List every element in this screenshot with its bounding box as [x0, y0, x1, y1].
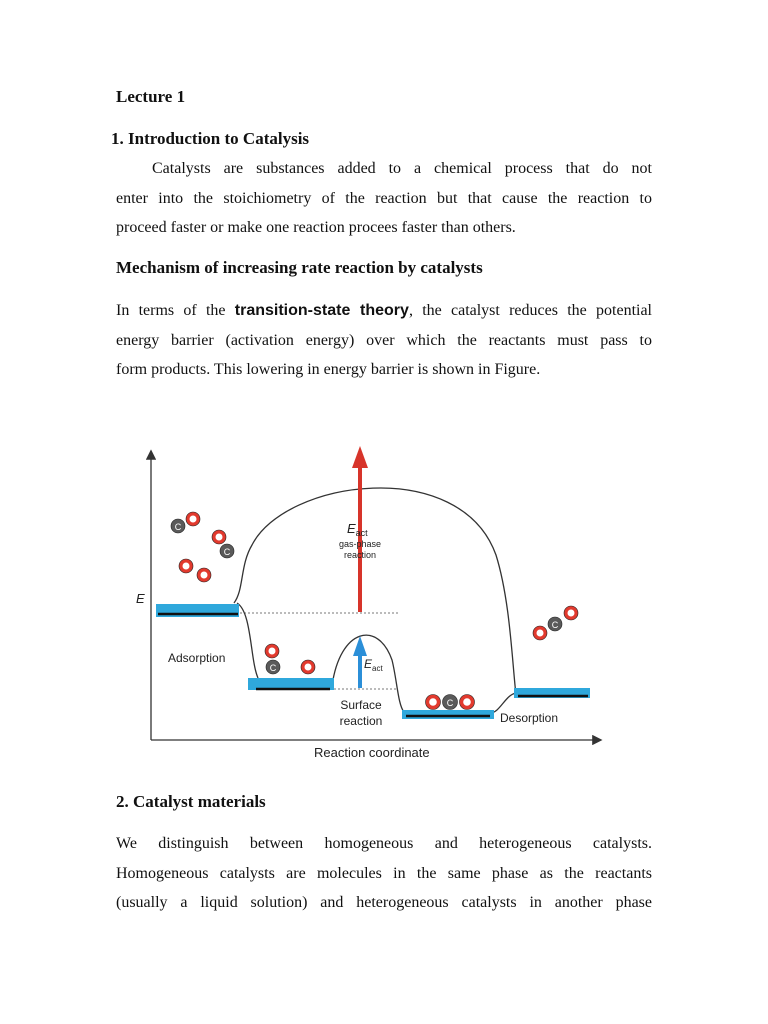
carbon-atom-label: C	[446, 698, 454, 708]
oxygen-atom-center	[216, 534, 223, 541]
carbon-atom-label: C	[223, 547, 231, 557]
gas-phase-label-line-2: reaction	[343, 550, 377, 560]
gas-phase-eact-label: $E_{act}$	[347, 521, 368, 538]
co-molecule-gas-1	[171, 512, 200, 533]
oxygen-atom-center	[190, 516, 197, 523]
oxygen-atom-center	[183, 563, 190, 570]
desorption-label: Desorption	[500, 711, 559, 725]
oxygen-atom-center	[269, 648, 276, 655]
oxygen-atom-center	[568, 610, 575, 617]
mechanism-line-1-prefix: In terms of the	[116, 302, 235, 319]
oxygen-atom-center	[463, 698, 471, 706]
o2-molecule-gas	[179, 559, 211, 582]
mechanism-line-1	[116, 296, 652, 326]
gas-phase-label-line-1: gas-phase	[338, 539, 382, 549]
mechanism-line-3: form products. This lowering in energy barrier is shown in Figure.	[116, 361, 541, 378]
materials-line-2: Homogeneous catalysts are molecules in the same phase as the reactants	[116, 864, 652, 882]
oxygen-atom-center	[305, 664, 312, 671]
materials-line-3: (usually a liquid solution) and heterogeneous catalysts in another phase	[116, 894, 652, 911]
mechanism-paragraph	[116, 296, 652, 385]
oxygen-atom-center	[429, 698, 437, 706]
energy-diagram-figure	[138, 445, 608, 765]
transition-state-theory-term: transition-state theory	[234, 302, 409, 319]
mechanism-line-2: energy barrier (activation energy) over which the reactants must pass to	[116, 331, 652, 349]
gas-phase-arrow-head	[352, 446, 368, 468]
catalyst-materials-paragraph	[116, 829, 652, 918]
mechanism-line-1-suffix: , the catalyst reduces the potential	[408, 302, 653, 319]
carbon-atom-label: C	[269, 663, 277, 673]
section-1-heading: 1. Introduction to Catalysis	[111, 129, 310, 148]
surface-eact-label: $E_{act}$	[364, 657, 383, 673]
oxygen-atom-center	[201, 572, 208, 579]
surface-reaction-label-line-1: Surface	[340, 698, 382, 712]
co-adsorbed	[265, 644, 280, 674]
carbon-atom-label: C	[551, 620, 559, 630]
lecture-title: Lecture 1	[116, 87, 186, 106]
x-axis-label: Reaction coordinate	[314, 745, 430, 760]
adsorption-label: Adsorption	[168, 651, 226, 665]
co-molecule-gas-2	[212, 530, 234, 558]
materials-line-1: We distinguish between homogeneous and heterogeneous catalysts.	[116, 835, 652, 852]
intro-line-2: enter into the stoichiometry of the reaction but that cause the reaction to	[116, 189, 652, 207]
section-2-heading: 2. Catalyst materials	[116, 792, 266, 811]
carbon-atom-label: C	[174, 522, 182, 532]
intro-paragraph	[116, 154, 652, 243]
y-axis-label: E	[136, 591, 145, 606]
product-surface	[402, 710, 494, 719]
co2-desorbed	[533, 606, 578, 640]
adsorption-curve	[237, 603, 258, 678]
co2-on-surface	[426, 695, 475, 710]
surface-reaction-label-line-2: reaction	[339, 714, 383, 728]
intro-line-1: Catalysts are substances added to a chemical process that do not	[152, 160, 652, 177]
intro-line-3: proceed faster or make one reaction procees faster than others.	[116, 219, 516, 236]
o-adsorbed	[301, 660, 315, 674]
mechanism-heading: Mechanism of increasing rate reaction by catalysts	[116, 258, 483, 277]
oxygen-atom-center	[537, 630, 544, 637]
